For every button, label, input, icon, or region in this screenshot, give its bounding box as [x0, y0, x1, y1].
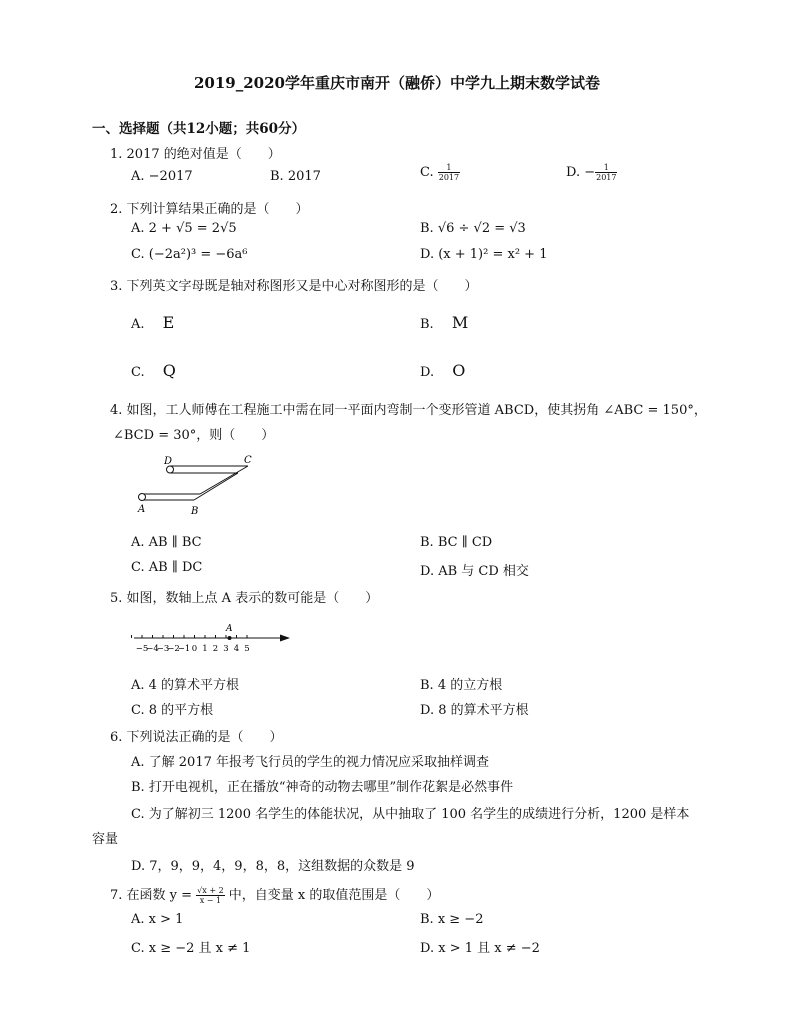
fraction [595, 163, 617, 182]
question-4-option-d[interactable]: D. AB 与 CD 相交 [420, 564, 529, 579]
question-6-option-c-continued: 容量 [92, 832, 119, 847]
letter-m: M [451, 313, 469, 332]
question-7-option-a[interactable]: A. x > 1 [131, 912, 184, 927]
point-a-label: A [138, 504, 146, 515]
pipe-end-d [167, 466, 174, 473]
point-d-label: D [164, 456, 173, 467]
question-2-option-a[interactable]: A. 2 + √5 = 2√5 [131, 221, 237, 236]
question-1-option-c[interactable] [420, 163, 460, 182]
number-line-tick-label: −4 [146, 644, 159, 654]
question-4-option-b[interactable]: B. BC ∥ CD [420, 535, 493, 550]
point-a-label: A [226, 624, 233, 634]
number-line-tick-label: −5 [135, 644, 149, 654]
section-heading: 一、选择题（共12小题；共60分） [92, 121, 306, 137]
option-label: D. [420, 365, 435, 380]
letter-o: O [452, 361, 466, 380]
question-5-option-a[interactable]: A. 4 的算术平方根 [131, 678, 240, 693]
option-d-label: D. − [566, 165, 596, 180]
question-5-stem: 5. 如图，数轴上点 A 表示的数可能是（ ） [110, 591, 379, 606]
question-1-stem: 1. 2017 的绝对值是（ ） [110, 147, 281, 162]
question-7-stem [110, 884, 439, 905]
number-line-tick-label: 5 [244, 644, 250, 654]
question-6-option-d[interactable]: D. 7，9，9，4，9，8，8，这组数据的众数是 9 [131, 859, 415, 874]
option-label: A. [131, 317, 145, 332]
point-a-dot [228, 636, 232, 640]
point-c-label: C [244, 455, 252, 466]
number-line-figure [130, 618, 295, 656]
fraction-denominator: x − 1 [199, 896, 222, 905]
question-3-stem: 3. 下列英文字母既是轴对称图形又是中心对称图形的是（ ） [110, 279, 478, 294]
number-line-tick-label: 1 [202, 644, 208, 654]
question-2-option-d[interactable]: D. (x + 1)² = x² + 1 [420, 247, 548, 262]
question-1-option-d[interactable] [566, 163, 617, 182]
fraction-denominator: 2017 [596, 173, 617, 182]
question-3-option-c[interactable] [131, 361, 176, 380]
number-line-tick-label: −3 [156, 644, 170, 654]
option-label: B. [420, 317, 434, 332]
number-line-arrow [280, 635, 290, 642]
pipe-bc-inner [194, 473, 238, 500]
question-6-stem: 6. 下列说法正确的是（ ） [110, 730, 283, 745]
question-6-option-b[interactable]: B. 打开电视机，正在播放“神奇的动物去哪里”制作花絮是必然事件 [131, 780, 514, 795]
question-1-option-a[interactable]: A. −2017 [131, 169, 193, 184]
option-label: C. [131, 365, 145, 380]
question-2-option-b[interactable]: B. √6 ÷ √2 = √3 [420, 221, 526, 236]
fraction [438, 163, 460, 182]
question-7-option-d[interactable]: D. x > 1 且 x ≠ −2 [420, 941, 540, 956]
number-line-tick-label: 3 [223, 644, 229, 654]
question-6-option-c[interactable]: C. 为了解初三 1200 名学生的体能状况，从中抽取了 100 名学生的成绩进行分析，1200 是样本 [131, 807, 690, 822]
question-5-option-b[interactable]: B. 4 的立方根 [420, 678, 503, 693]
point-b-label: B [191, 506, 199, 517]
letter-e: E [162, 313, 175, 332]
function-fraction [196, 886, 225, 905]
fraction-numerator: √x + 2 [197, 886, 224, 895]
number-line-tick-label: 2 [212, 644, 219, 654]
number-line-tick-label: −1 [177, 644, 191, 654]
stem-suffix: 中，自变量 x 的取值范围是（ ） [224, 888, 440, 903]
page-title: 2019_2020学年重庆市南开（融侨）中学九上期末数学试卷 [194, 74, 600, 92]
question-3-option-b[interactable] [420, 313, 468, 332]
fraction-numerator: 1 [595, 163, 617, 173]
question-4-option-c[interactable]: C. AB ∥ DC [131, 560, 203, 575]
stem-prefix: 7. 在函数 y = [110, 888, 197, 903]
question-1-option-b[interactable]: B. 2017 [270, 169, 321, 184]
question-7-option-b[interactable]: B. x ≥ −2 [420, 912, 484, 927]
question-4-stem-line2: ∠BCD = 30°，则（ ） [113, 428, 275, 443]
question-4-option-a[interactable]: A. AB ∥ BC [131, 535, 202, 550]
question-6-option-a[interactable]: A. 了解 2017 年报考飞行员的学生的视力情况应采取抽样调查 [131, 755, 490, 770]
letter-q: Q [162, 361, 176, 380]
fraction-numerator: 1 [438, 163, 460, 173]
option-c-label: C. [420, 165, 438, 180]
pipe-end-a [139, 494, 146, 501]
question-5-option-c[interactable]: C. 8 的平方根 [131, 703, 214, 718]
question-3-option-a[interactable] [131, 313, 174, 332]
question-2-option-c[interactable]: C. (−2a²)³ = −6a⁶ [131, 247, 248, 262]
number-line-tick-label: 0 [191, 644, 198, 654]
question-4-stem-line1: 4. 如图，工人师傅在工程施工中需在同一平面内弯制一个变形管道 ABCD，使其拐角 ∠ABC = 150°， [110, 403, 707, 418]
question-3-option-d[interactable] [420, 361, 465, 380]
number-line-tick-label: 4 [233, 644, 240, 654]
question-7-option-c[interactable]: C. x ≥ −2 且 x ≠ 1 [131, 941, 251, 956]
pipe-figure [130, 452, 270, 518]
question-5-option-d[interactable]: D. 8 的算术平方根 [420, 703, 529, 718]
fraction-denominator: 2017 [438, 173, 460, 182]
number-line-tick-label: −2 [167, 644, 180, 654]
question-2-stem: 2. 下列计算结果正确的是（ ） [110, 202, 309, 217]
pipe-bc-outer [200, 466, 248, 494]
